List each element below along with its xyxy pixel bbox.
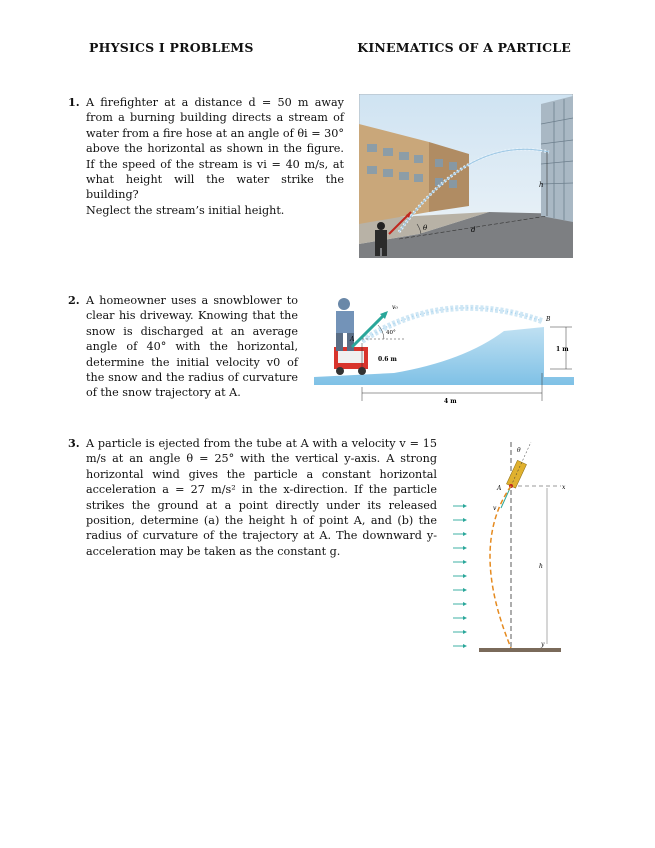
problem-3-text bbox=[86, 436, 437, 559]
problem-3-theta-label: θ bbox=[517, 447, 521, 454]
wind-arrow-head bbox=[463, 532, 467, 536]
wind-arrow-head bbox=[463, 560, 467, 564]
problem-2-distance-label: 4 m bbox=[444, 398, 457, 405]
page-header-right: KINEMATICS OF A PARTICLE bbox=[357, 40, 571, 55]
problem-3-figure bbox=[449, 436, 567, 660]
problem-3-x-label: x bbox=[562, 484, 566, 491]
problem-1-figure bbox=[359, 94, 573, 258]
wind-arrow-head bbox=[463, 630, 467, 634]
problem-2-number: 2. bbox=[68, 293, 80, 307]
problem-3-y-label: y bbox=[541, 641, 545, 648]
problem-1-d-label: d bbox=[471, 226, 476, 234]
page-header-left: PHYSICS I PROBLEMS bbox=[89, 40, 254, 55]
wind-arrow-head bbox=[463, 644, 467, 648]
problem-2-v0-label: v₀ bbox=[392, 304, 398, 311]
problem-3-number: 3. bbox=[68, 436, 80, 450]
wind-arrow-head bbox=[463, 588, 467, 592]
problem-1-theta-label: θ bbox=[423, 224, 428, 232]
wind-arrow-head bbox=[463, 616, 467, 620]
problem-2-height-a-label: 0.6 m bbox=[378, 356, 397, 363]
problem-2-statement: A homeowner uses a snowblower to clear his driveway. Knowing that the snow is discharged at an average angle of 40° with the horizontal, determine the initial velocity v0 of the snow and the radius of curvature of the snow trajectory at A. bbox=[86, 294, 298, 400]
wind-arrows bbox=[453, 504, 467, 648]
wind-arrow-head bbox=[463, 574, 467, 578]
problem-3-h-label: h bbox=[539, 563, 543, 570]
wind-arrow-head bbox=[463, 546, 467, 550]
problem-1-statement: A firefighter at a distance d = 50 m away from a burning building directs a stream of water from a fire hose at an angle of θi = 30° above the horizontal as shown in the figure. If the speed of the stream is vi = 40 m/s, at what height will the water strike the building? bbox=[86, 96, 344, 202]
problem-1-number: 1. bbox=[68, 95, 80, 109]
wind-arrow-head bbox=[463, 602, 467, 606]
wind-arrow-head bbox=[463, 518, 467, 522]
problem-2-point-a-label: A bbox=[350, 336, 355, 343]
problem-3-statement: A particle is ejected from the tube at A with a velocity v = 15 m/s at an angle θ = 25° with the vertical y-axis. A strong horizontal wind gives the particle a constant horizontal acceleration a = 27 m/s² in the x-direction. If the particle strikes the ground at a point directly under its released position, determine (a) the height h of point A, and (b) the radius of curvature of the trajectory at A. The downward y-acceleration may be taken as the constant g. bbox=[86, 437, 437, 558]
problem-2-angle-label: 40° bbox=[386, 330, 396, 336]
problem-2-text bbox=[86, 293, 298, 401]
problem-3-point-a-label: A bbox=[497, 485, 502, 492]
problem-2-figure bbox=[314, 291, 574, 407]
problem-1-text bbox=[86, 95, 344, 218]
problem-1-h-label: h bbox=[539, 181, 544, 189]
wind-arrow-head bbox=[463, 504, 467, 508]
problem-1-note: Neglect the stream’s initial height. bbox=[86, 203, 285, 217]
problem-3-v-label: v bbox=[493, 505, 497, 512]
problem-2-height-b-label: 1 m bbox=[556, 346, 569, 353]
problem-2-point-b-label: B bbox=[546, 316, 551, 323]
